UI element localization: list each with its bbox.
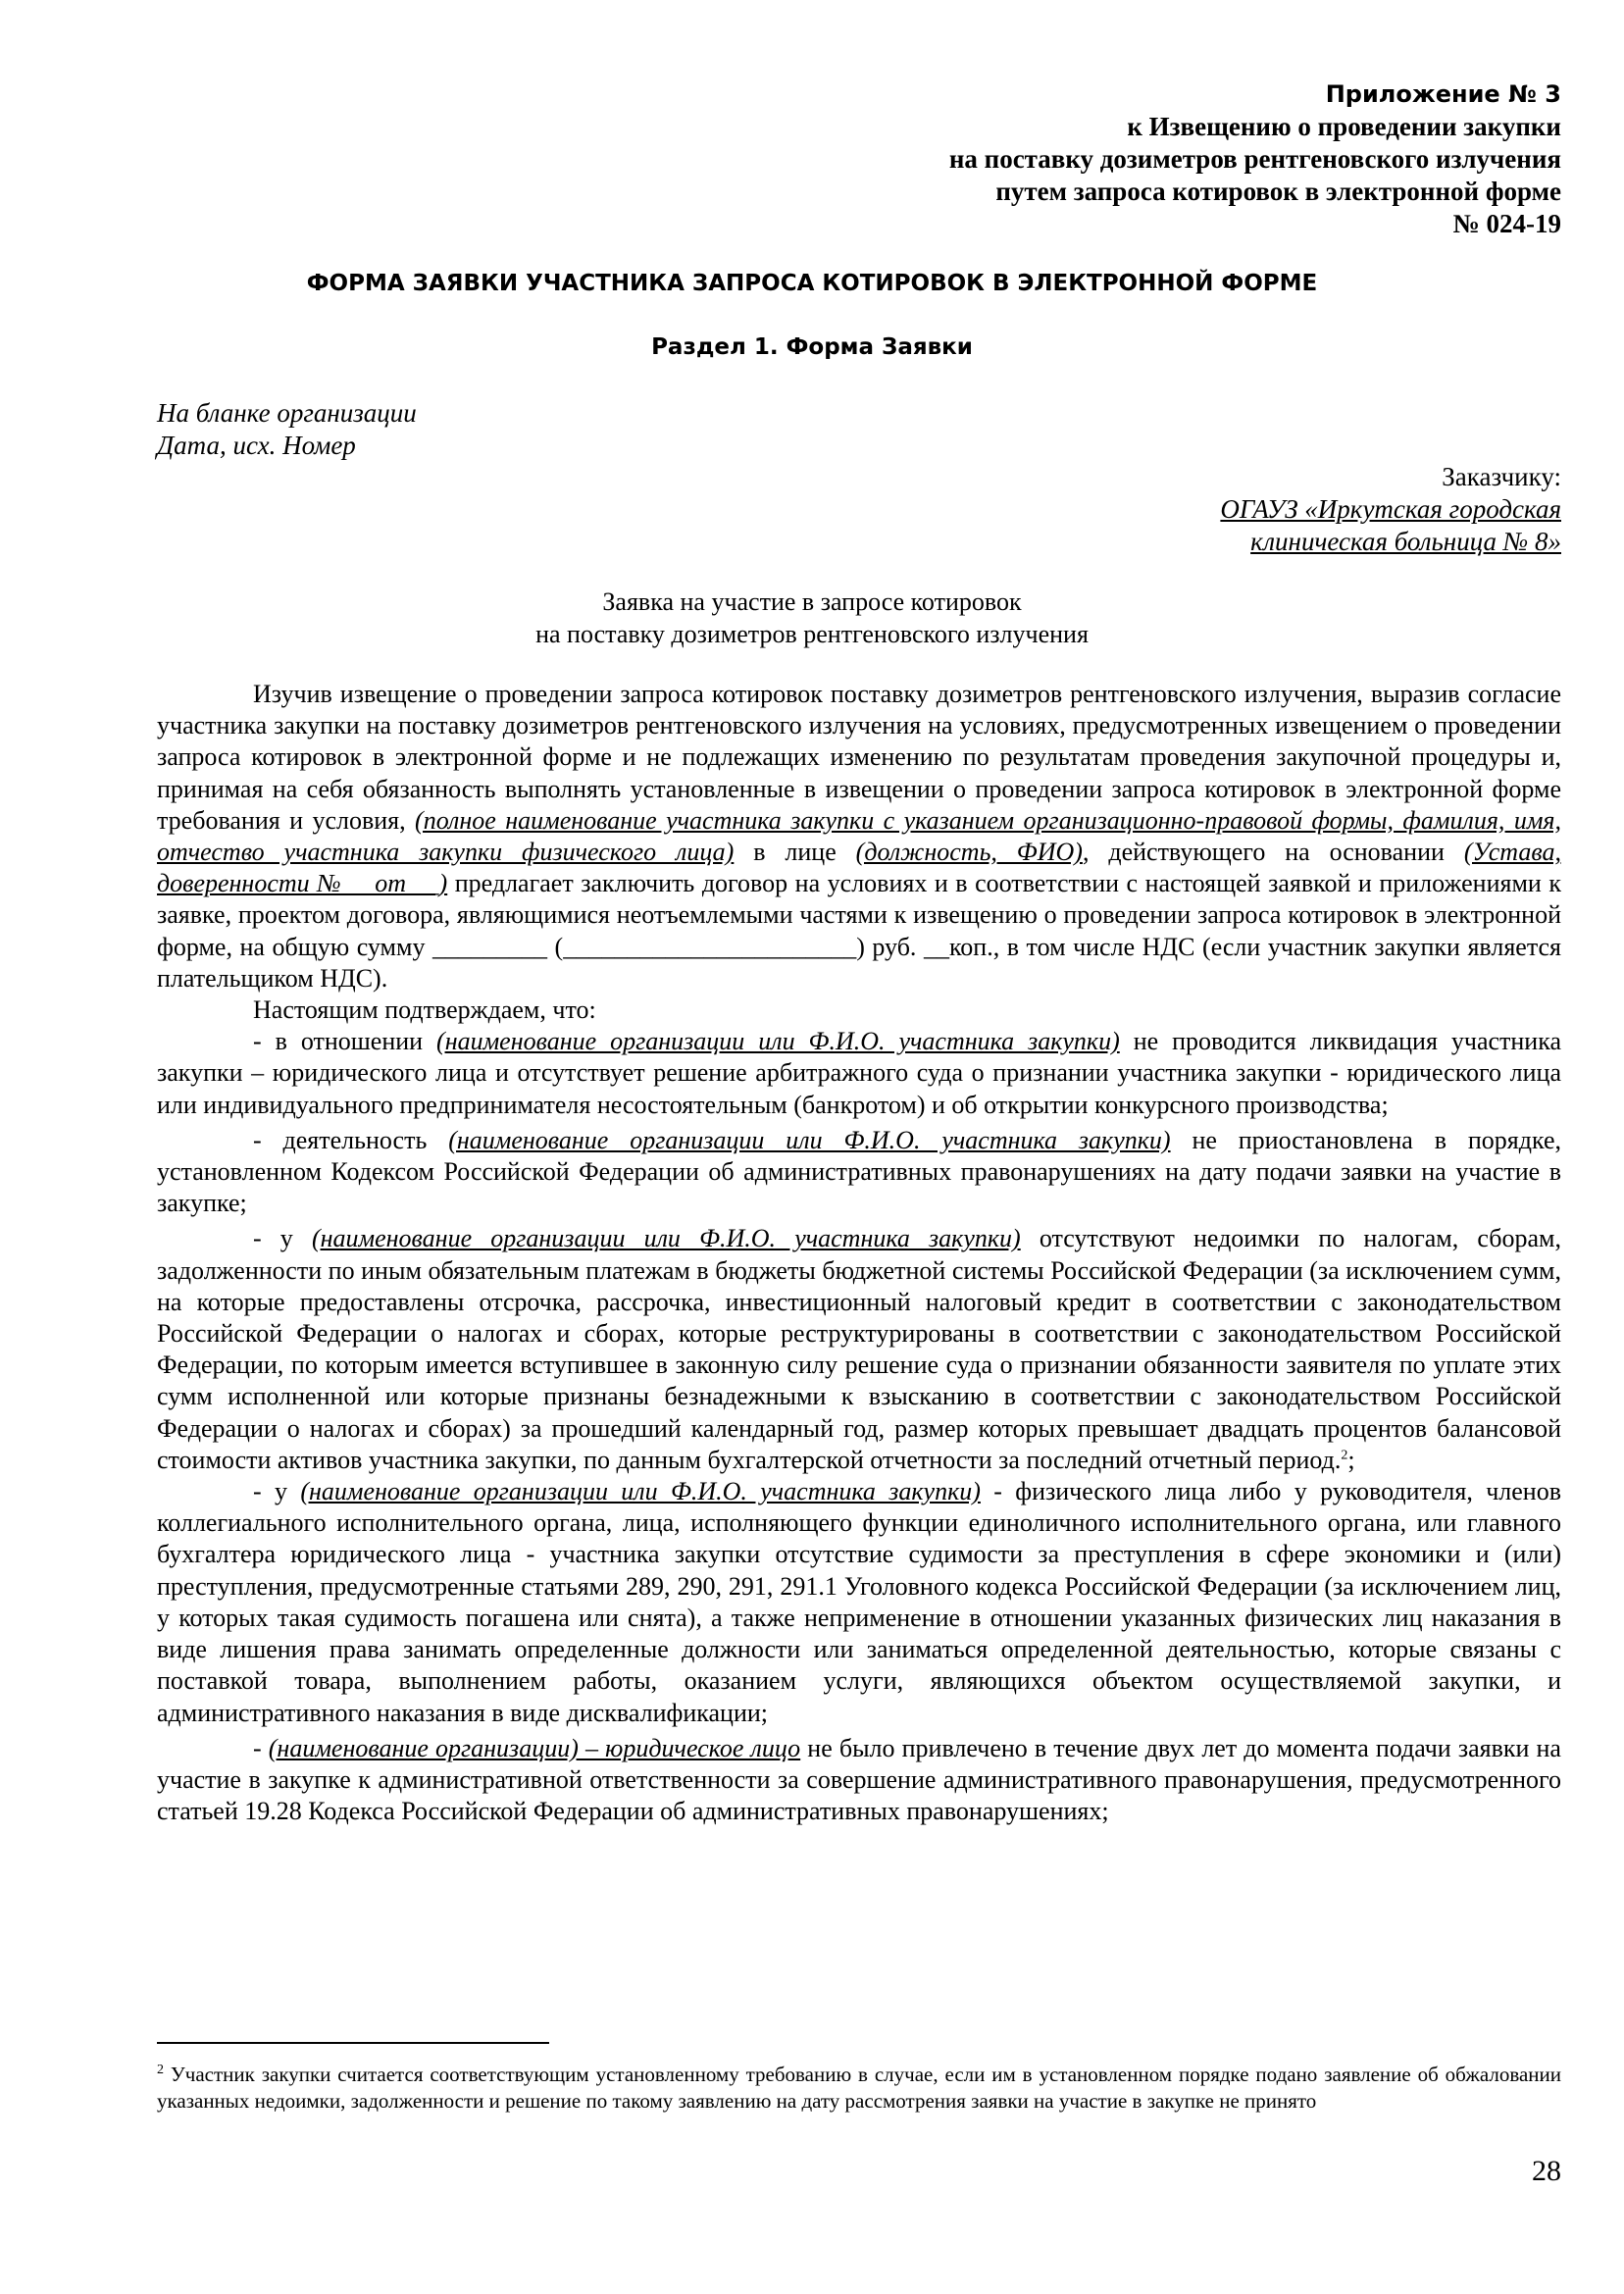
placeholder-basis-document: (Устава, доверенности №__ от __) — [157, 838, 1561, 898]
customer-label: Заказчику: — [1442, 462, 1561, 491]
text-run: не было привлечено в течение двух лет до момента подачи заявки на участие в закупке к административной ответственности за совершение административного правонарушения, предусмотренного статьей 19.28 Кодекса Российской Федерации об административных правонарушениях; — [157, 1733, 1561, 1826]
request-title — [0, 586, 1624, 650]
text-run: - физического лица либо у руководителя, членов коллегиального исполнительного органа, лица, исполняющего функции единоличного исполнительного органа, или главного бухгалтера юридического лица - участника закупки отсутствие судимости за преступления в сфере экономики и (или) преступления, предусмотренные статьями 289, 290, 291, 291.1 Уголовного кодекса Российской Федерации (за исключением лиц, у которых такая судимость погашена или снята), а также неприменение в отношении указанных физических лиц наказания в виде лишения права занимать определенные должности или заниматься определенной деятельностью, которые связаны с поставкой товара, выполнением работы, оказанием услуги, являющихся объектом осуществляемой закупки, и административного наказания в виде дисквалификации; — [157, 1477, 1561, 1727]
text-run: Изучив извещение о проведении запроса котировок поставку дозиметров рентгеновского излучения, выразив согласие участника закупки на поставку дозиметров рентгеновского излучения на условиях, предусмотренных извещением о проведении запроса котировок в электронной форме и не подлежащих изменению по результатам проведения закупочной процедуры и, принимая на себя обязанность выполнять установленные в извещении о проведении запроса котировок в электронной форме требования и условия, — [157, 680, 1561, 835]
placeholder-position-name: (должность, ФИО) — [855, 838, 1083, 867]
text-run: не приостановлена в порядке, установленном Кодексом Российской Федерации об административных правонарушениях на дату подачи заявки на участие в закупке; — [157, 1125, 1561, 1218]
confirm-item-criminal-record — [157, 1476, 1561, 1729]
customer-block — [875, 461, 1561, 558]
text-run: отсутствуют недоимки по налогам, сборам, задолженности по иным обязательным платежам в бюджеты бюджетной системы Российской Федерации (за исключением сумм, на которые предоставлены отсрочка, рассрочка, инвестиционный налоговый кредит в соответствии с законодательством Российской Федерации о налогах и сборах, которые реструктурированы в соответствии с законодательством Российской Федерации, по которым имеется вступившее в законную силу решение суда о признании обязанности заявителя по уплате этих сумм исполненной или которые признаны безнадежными к взысканию в соответствии с законодательством Российской Федерации о налогах и сборах) за прошедший календарный год, размер которых превышает двадцать процентов балансовой стоимости активов участника закупки, по данным бухгалтерской отчетности за последний отчетный период. — [157, 1224, 1561, 1474]
section-title: Раздел 1. Форма Заявки — [651, 334, 973, 360]
appendix-line-2: к Извещению о проведении закупки — [1127, 112, 1561, 141]
request-title-line-2: на поставку дозиметров рентгеновского излучения — [535, 620, 1089, 648]
document-body — [157, 679, 1561, 1827]
form-title: ФОРМА ЗАЯВКИ УЧАСТНИКА ЗАПРОСА КОТИРОВОК В ЭЛЕКТРОННОЙ ФОРМЕ — [306, 271, 1318, 296]
confirm-item-arrears — [157, 1223, 1561, 1476]
placeholder-org-name: (наименование организации или Ф.И.О. участника закупки) — [448, 1125, 1171, 1154]
footnote-divider — [157, 2042, 549, 2044]
main-paragraph — [157, 679, 1561, 994]
appendix-number: Приложение № 3 — [1325, 80, 1561, 108]
text-run: - у — [253, 1224, 312, 1253]
appendix-line-3: на поставку дозиметров рентгеновского излучения — [948, 144, 1561, 174]
placeholder-participant-name: (полное наименование участника закупки с указанием организационно-правовой формы, фамилия, имя, отчество участника закупки физического лица) — [157, 805, 1561, 867]
request-title-line-1: Заявка на участие в запросе котировок — [602, 587, 1022, 616]
text-run: ; — [1347, 1445, 1355, 1474]
placeholder-org-legal-entity: (наименование организации) – юридическое лицо — [268, 1733, 801, 1762]
footnote-mark: 2 — [157, 2063, 164, 2077]
text-run: - деятельность — [253, 1125, 449, 1154]
appendix-line-4: путем запроса котировок в электронной форме — [995, 177, 1561, 206]
confirm-item-liquidation — [157, 1026, 1561, 1121]
page-number: 28 — [1532, 2155, 1561, 2187]
placeholder-org-name: (наименование организации или Ф.И.О. участника закупки) — [436, 1027, 1120, 1056]
customer-name-line-2: клиническая больница № 8» — [1250, 527, 1561, 556]
text-run: предлагает заключить договор на условиях и в соответствии с настоящей заявкой и приложениями к заявке, проектом договора, являющимися неотъемлемыми частями к извещению о проведении запроса котировок в электронной форме, на общую сумму _________ (_______________________) руб. __коп., в том числе НДС (если участник закупки является плательщиком НДС). — [157, 869, 1561, 993]
customer-name-line-1: ОГАУЗ «Иркутская городская — [1220, 494, 1561, 524]
confirm-item-activity — [157, 1125, 1561, 1220]
text-run: не проводится ликвидация участника закупки – юридического лица и отсутствует решение арбитражного суда о признании участника закупки - юридического лица или индивидуального предпринимателя несостоятельным (банкротом) и об открытии конкурсного производства; — [157, 1027, 1561, 1119]
confirm-intro: Настоящим подтверждаем, что: — [253, 995, 596, 1025]
footnote-text: Участник закупки считается соответствующим установленному требованию в случае, если им в установленном порядке подано заявление об обжаловании указанных недоимки, задолженности и решение по такому заявлению на дату рассмотрения заявки на участие в закупке не принято — [157, 2063, 1561, 2113]
placeholder-org-name: (наименование организации или Ф.И.О. участника закупки) — [300, 1477, 981, 1506]
letterhead-line-1: На бланке организации — [157, 398, 417, 428]
text-run: - у — [253, 1477, 301, 1506]
appendix-line-5: № 024-19 — [1452, 209, 1561, 238]
text-run: - — [253, 1733, 269, 1762]
text-run: в лице — [734, 838, 856, 867]
footnote-reference: 2 — [1341, 1448, 1348, 1463]
letterhead-line-2: Дата, исх. Номер — [157, 431, 356, 460]
footnote — [157, 2062, 1561, 2115]
letterhead-note — [157, 397, 417, 462]
text-run: , действующего на основании — [1082, 838, 1464, 867]
appendix-header — [679, 78, 1561, 240]
text-run: - в отношении — [253, 1027, 437, 1056]
placeholder-org-name: (наименование организации или Ф.И.О. участника закупки) — [311, 1224, 1021, 1253]
confirm-item-administrative — [157, 1733, 1561, 1828]
